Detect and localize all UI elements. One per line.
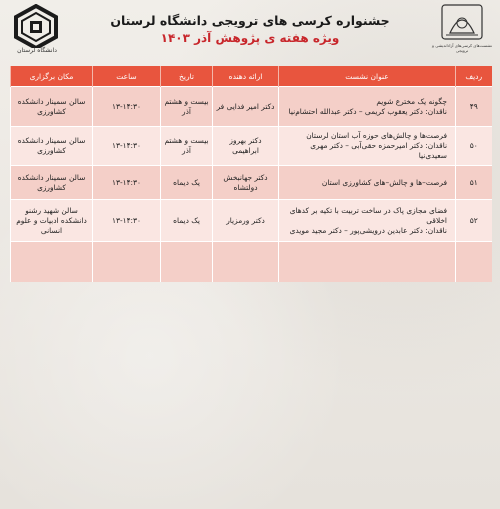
session-title: فضای مجازی پاک در ساخت تربیت با تکیه بر کدهای اخلاقی (289, 205, 447, 225)
date: یک دیماه (161, 200, 213, 242)
place: سالن شهید رشنو دانشکده ادبیات و علوم انسانی (11, 200, 93, 242)
empty-cell (456, 242, 492, 283)
table-row (11, 166, 492, 200)
session-title-cell (279, 87, 456, 127)
date: یک دیماه (161, 166, 213, 200)
page-title: جشنواره کرسی های ترویجی دانشگاه لرستان (110, 13, 390, 28)
logo-caption: دانشگاه لرستان (17, 47, 57, 54)
empty-cell (93, 242, 161, 283)
time: ۱۳-۱۴:۳۰ (93, 166, 161, 200)
session-critics: ناقدان: دکتر امیرحمزه حقی‌آبی – دکتر مهری سعیدی‌نیا (310, 141, 447, 160)
presenter: دکتر امیر فدایی فر (213, 87, 279, 127)
empty-cell (161, 242, 213, 283)
seal-logo (432, 3, 492, 59)
column-header-time: ساعت (93, 66, 161, 87)
session-title-cell (279, 200, 456, 242)
session-title-cell (279, 127, 456, 166)
table-row (11, 127, 492, 166)
place: سالن سمینار دانشکده کشاورزی (11, 166, 93, 200)
place: سالن سمینار دانشکده کشاورزی (11, 87, 93, 127)
session-critics: ناقدان: دکتر یعقوب کریمی – دکتر عبدالله احتشام‌نیا (288, 106, 447, 116)
column-header-title: عنوان نشست (279, 66, 456, 87)
time: ۱۳-۱۴:۳۰ (93, 87, 161, 127)
presenter: دکتر جهانبخش دولتشاه (213, 166, 279, 200)
time: ۱۳-۱۴:۳۰ (93, 127, 161, 166)
table-row (11, 200, 492, 242)
date: بیست و هشتم آذر (161, 127, 213, 166)
row-number: ۴۹ (456, 87, 492, 127)
date: بیست و هشتم آذر (161, 87, 213, 127)
seal-caption: نشست‌های کرسی‌های آزاداندیشی و ترویجی (432, 43, 492, 53)
column-header-place: مکان برگزاری (11, 66, 93, 87)
row-number: ۵۱ (456, 166, 492, 200)
session-title: فرصت‌ها و چالش‌های حوزه آب استان لرستان (306, 131, 447, 140)
schedule-table (10, 66, 492, 282)
university-emblem-icon (6, 4, 66, 48)
session-title: چگونه یک مخترع شویم (376, 96, 447, 106)
row-number: ۵۰ (456, 127, 492, 166)
row-number: ۵۲ (456, 200, 492, 242)
table-row (11, 87, 492, 127)
empty-cell (279, 242, 456, 283)
empty-cell (11, 242, 93, 283)
presenter: دکتر ورمزیار (213, 200, 279, 242)
column-header-presenter: ارائه دهنده (213, 66, 279, 87)
presenter: دکتر بهروز ابراهیمی (213, 127, 279, 166)
table-header-row (11, 66, 492, 87)
place: سالن سمینار دانشکده کشاورزی (11, 127, 93, 166)
empty-cell (213, 242, 279, 283)
university-logo (6, 4, 66, 58)
time: ۱۳-۱۴:۳۰ (93, 200, 161, 242)
column-header-date: تاریخ (161, 66, 213, 87)
session-critics: ناقدان: دکتر عابدین درویشی‌پور – دکتر مجید مویدی (289, 225, 447, 235)
table-row-empty (11, 242, 492, 283)
session-title-cell (279, 166, 456, 200)
session-title: فرصت–ها و چالش–های کشاورزی استان (321, 177, 447, 187)
column-header-row-number: ردیف (456, 66, 492, 87)
page-subtitle: ویژه هفته ی پژوهش آذر ۱۴۰۳ (160, 31, 340, 45)
header (0, 0, 500, 64)
seal-icon (432, 3, 492, 43)
